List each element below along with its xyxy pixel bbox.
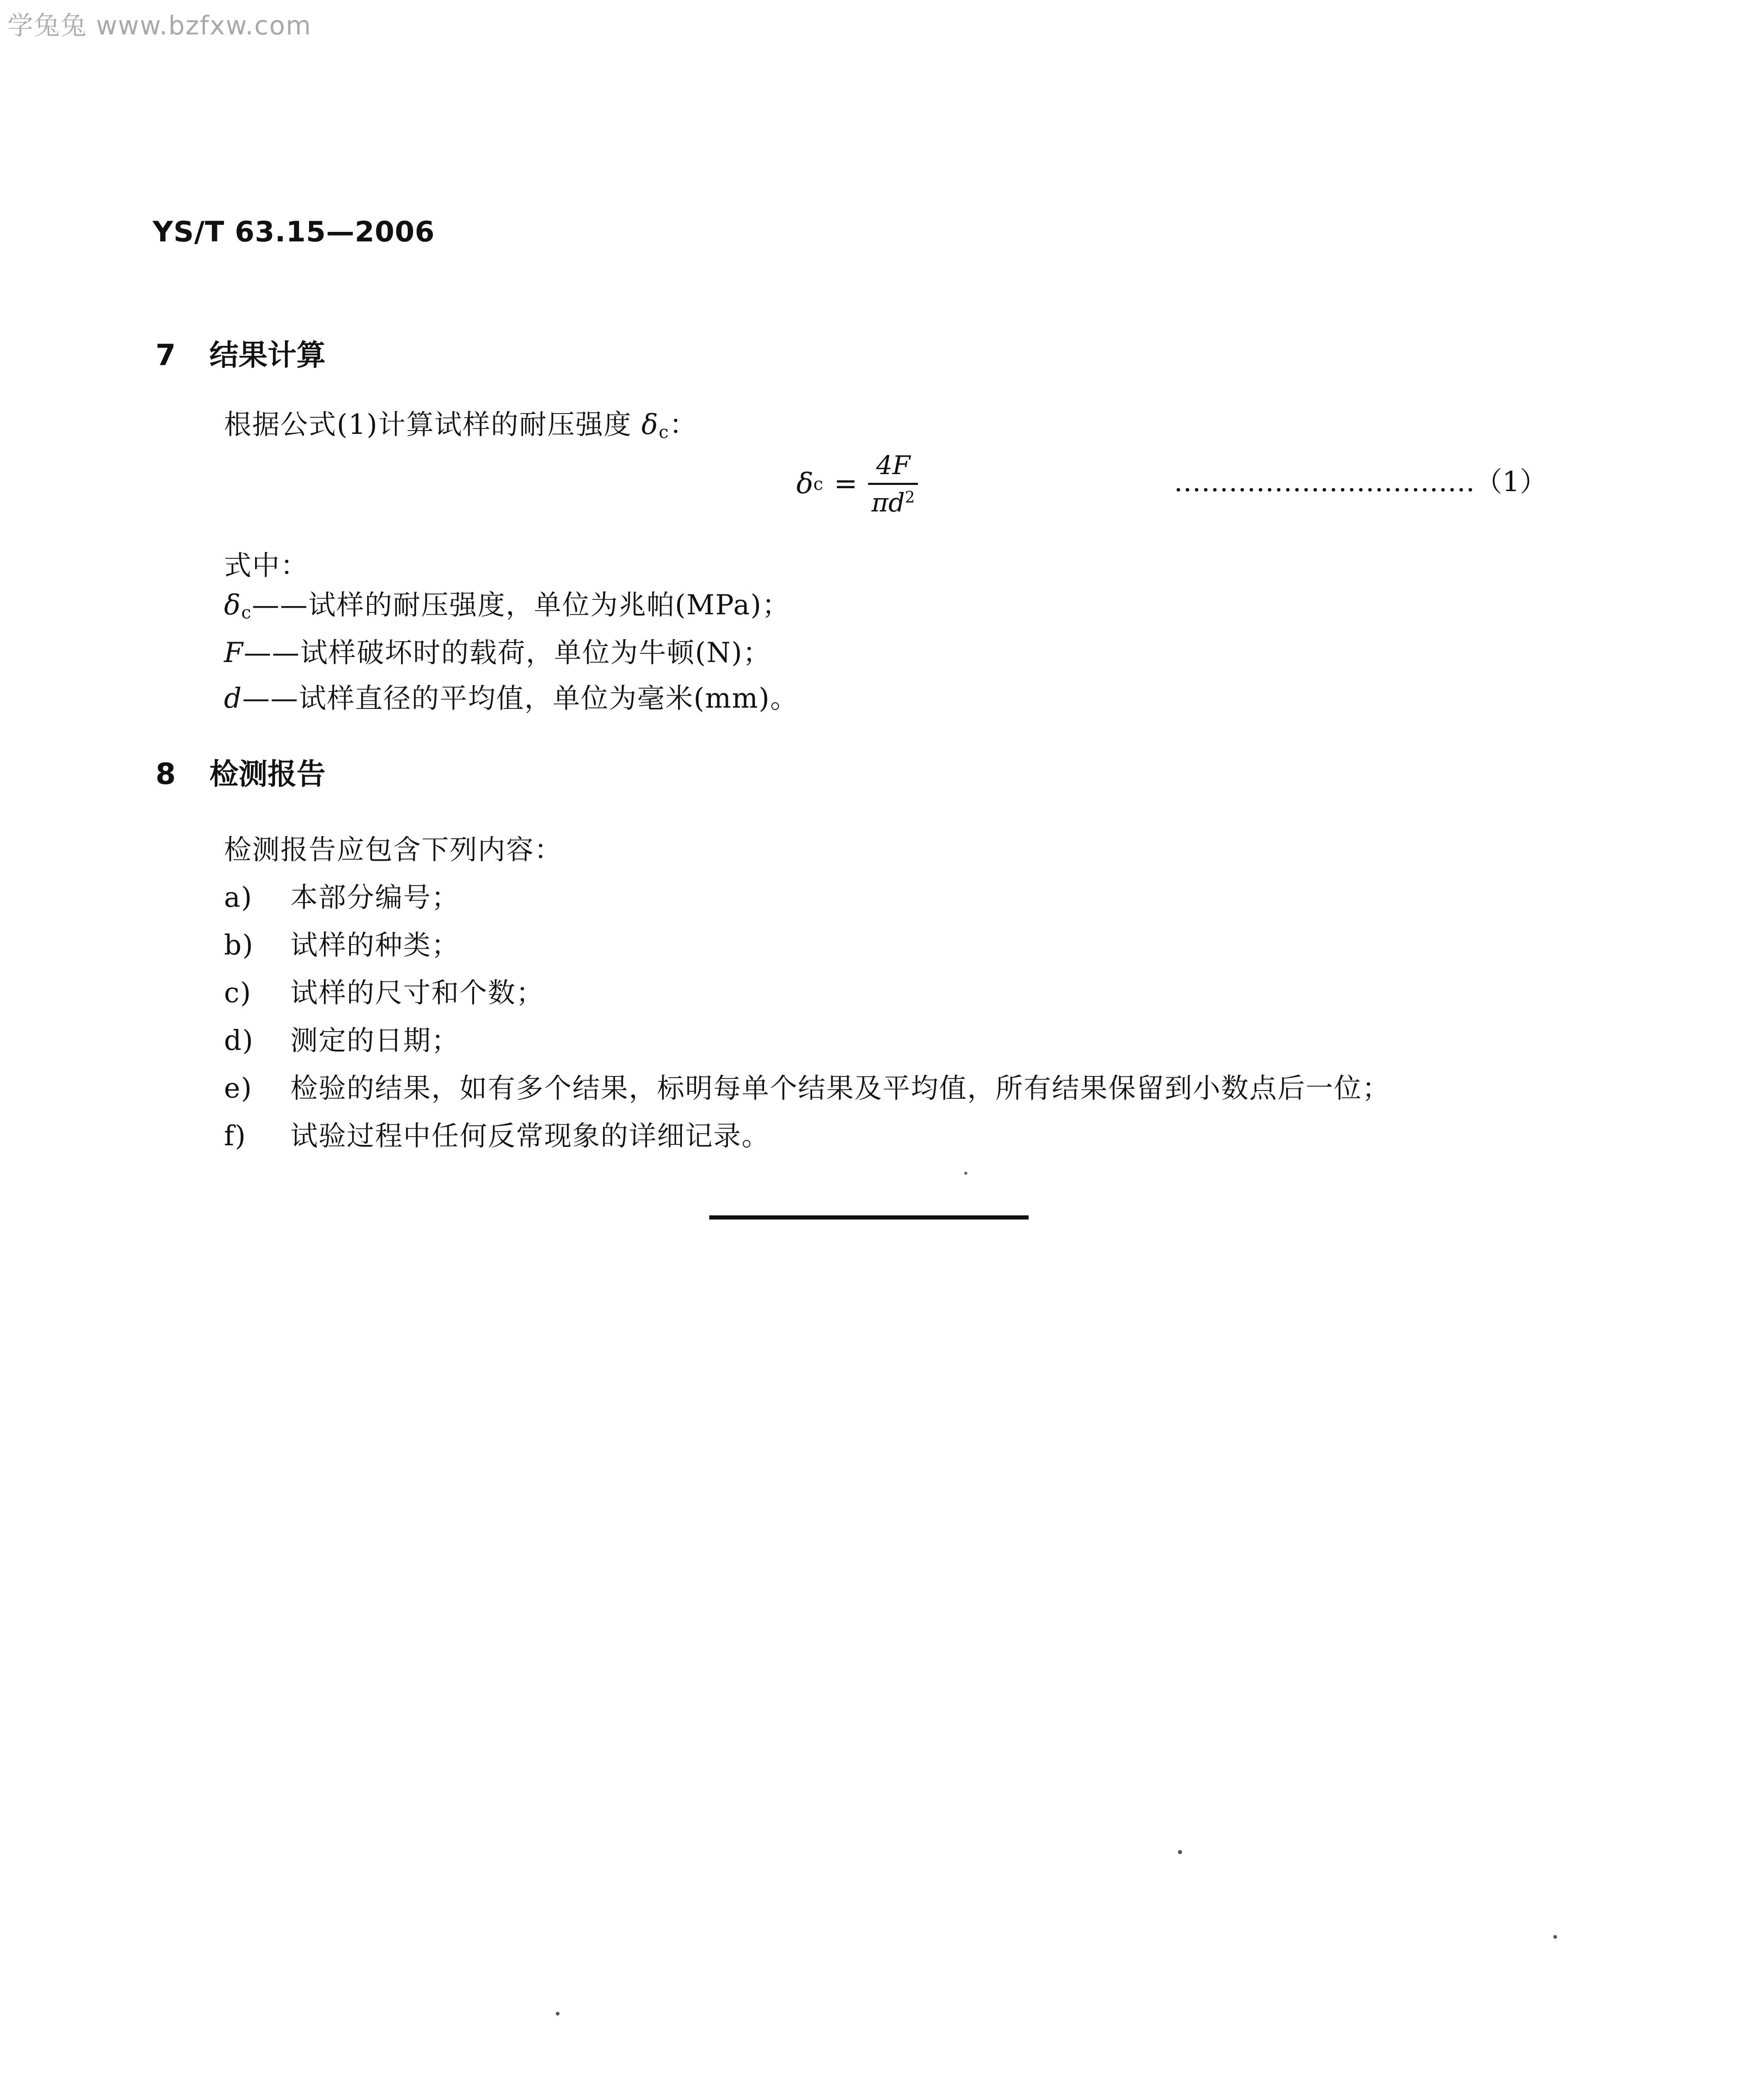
intro-suffix: ： — [669, 409, 698, 441]
list-item — [224, 875, 460, 915]
definition-subscript: c — [241, 602, 252, 623]
formula-denominator: πd — [871, 487, 905, 518]
list-item — [224, 1066, 1390, 1105]
list-item — [224, 923, 460, 962]
list-marker: b) — [224, 929, 254, 961]
definition-text: ——试样破坏时的载荷，单位为牛顿(N)； — [243, 637, 771, 669]
list-text: 本部分编号； — [290, 881, 460, 913]
section-7-intro — [224, 402, 698, 442]
list-item — [224, 1114, 770, 1153]
list-marker: a) — [224, 881, 253, 913]
list-item — [224, 971, 544, 1010]
list-text: 检验的结果，如有多个结果，标明每单个结果及平均值，所有结果保留到小数点后一位； — [290, 1072, 1390, 1104]
section-title: 结果计算 — [209, 338, 326, 372]
list-marker: d) — [224, 1025, 254, 1056]
scan-speck — [556, 2012, 560, 2016]
list-marker: c) — [224, 977, 252, 1009]
section-7-heading — [156, 332, 326, 374]
scan-speck — [964, 1172, 967, 1175]
formula-exponent: 2 — [905, 488, 915, 506]
definition-symbol: F — [224, 637, 244, 669]
where-label: 式中： — [224, 550, 309, 582]
list-item — [224, 1018, 460, 1058]
definition-text: ——试样直径的平均值，单位为毫米(mm)。 — [242, 682, 798, 714]
definition-row — [224, 676, 798, 716]
scan-speck — [1553, 1935, 1557, 1939]
list-text: 试样的种类； — [290, 929, 460, 961]
definition-row — [224, 583, 790, 623]
list-marker: e) — [224, 1072, 253, 1104]
standard-number: YS/T 63.15—2006 — [153, 216, 435, 248]
formula-denominator-wrap — [871, 485, 915, 518]
list-text: 试样的尺寸和个数； — [290, 977, 544, 1009]
section-8-intro: 检测报告应包含下列内容： — [224, 834, 562, 866]
formula-1 — [796, 450, 918, 518]
definition-row — [224, 630, 771, 670]
definition-symbol: δ — [224, 589, 241, 621]
formula-numerator: 4F — [876, 450, 910, 480]
intro-subscript: c — [659, 422, 669, 442]
formula-equals: = — [834, 467, 858, 500]
scan-speck — [1178, 1850, 1182, 1854]
list-marker: f) — [224, 1120, 247, 1152]
watermark: 学兔兔 www.bzfxw.com — [7, 10, 312, 41]
end-rule — [709, 1215, 1029, 1220]
section-title: 检测报告 — [209, 757, 326, 791]
formula-lhs-subscript: c — [813, 474, 823, 494]
formula-lhs-symbol: δ — [796, 467, 813, 500]
section-number: 7 — [156, 338, 176, 372]
definition-text: ——试样的耐压强度，单位为兆帕(MPa)； — [252, 589, 791, 621]
formula-fraction — [868, 450, 918, 518]
list-text: 试验过程中任何反常现象的详细记录。 — [290, 1120, 770, 1152]
equation-number: ……………………………（1） — [1174, 466, 1547, 498]
section-8-heading — [156, 751, 326, 793]
list-text: 测定的日期； — [290, 1025, 460, 1056]
section-number: 8 — [156, 757, 176, 791]
intro-text: 根据公式(1)计算试样的耐压强度 — [224, 409, 632, 441]
intro-symbol: δ — [641, 409, 659, 441]
definition-symbol: d — [224, 682, 243, 714]
